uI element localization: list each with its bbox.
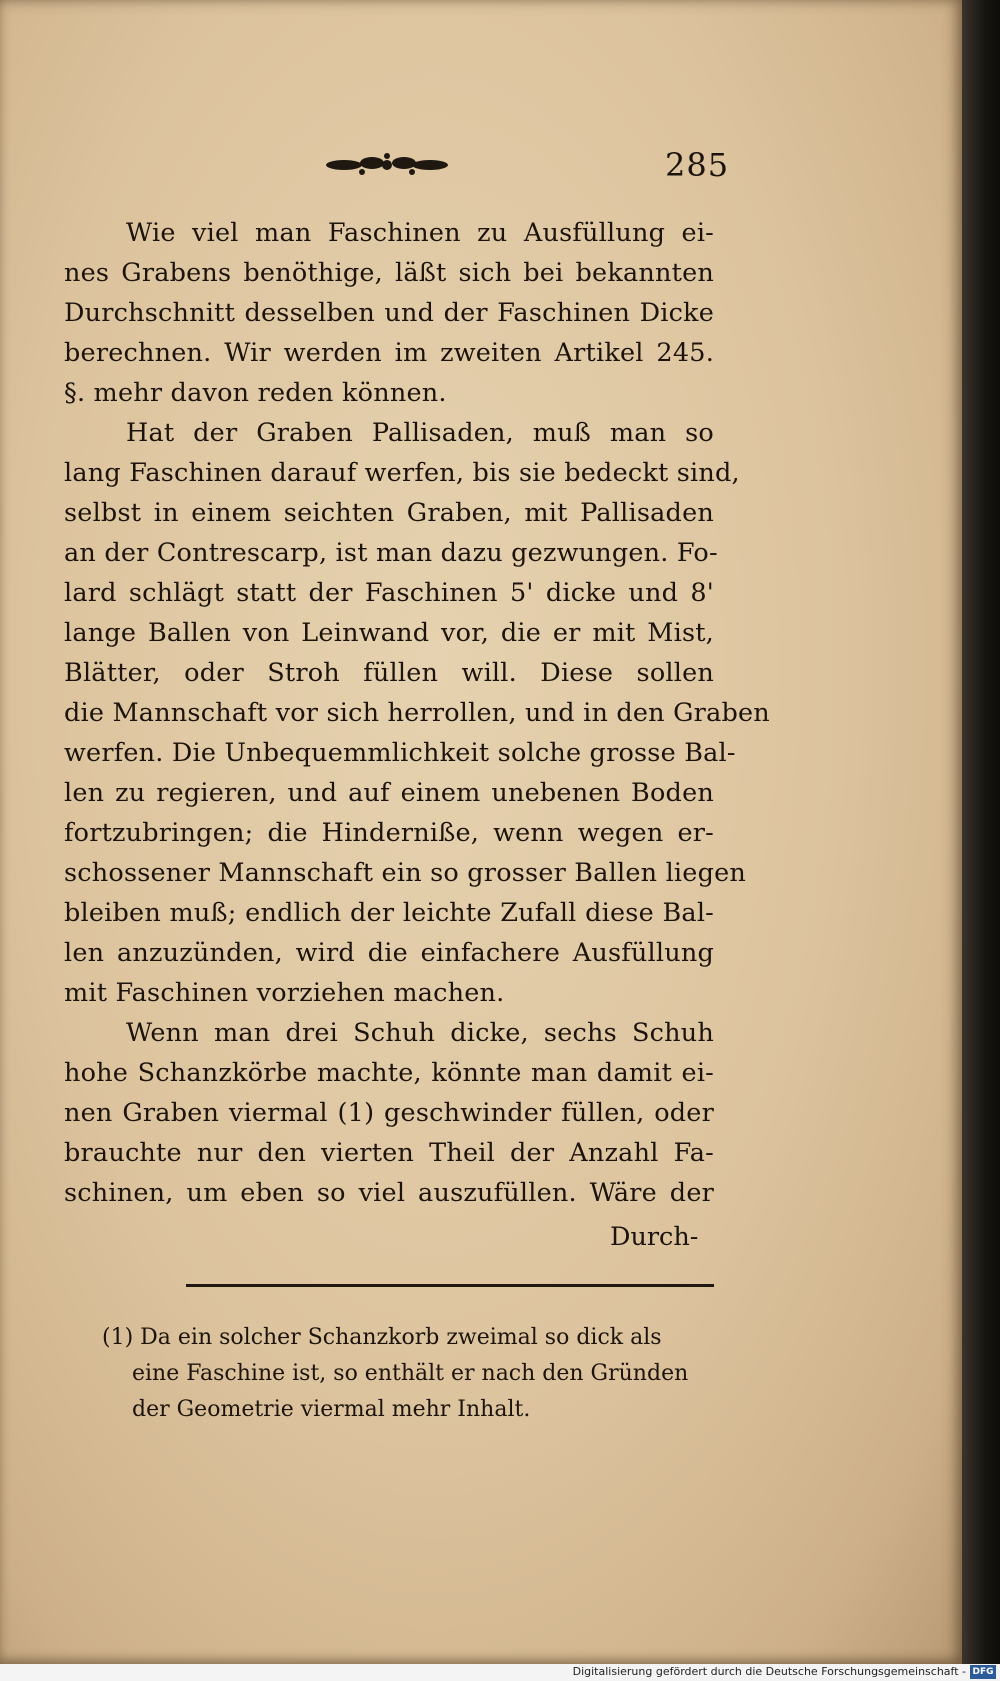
text-line: selbst in einem seichten Graben, mit Pallisaden <box>64 498 714 528</box>
main-text <box>64 213 770 1213</box>
text-line: bleiben muß; endlich der leichte Zufall diese Bal- <box>64 898 714 928</box>
footnote-divider <box>186 1284 714 1287</box>
text-line: schinen, um eben so viel auszufüllen. Wäre der <box>64 1178 714 1208</box>
text-line: lang Faschinen darauf werfen, bis sie bedeckt sind, <box>64 458 740 488</box>
book-spine <box>962 0 1000 1664</box>
text-line: lange Ballen von Leinwand vor, die er mit Mist, <box>64 618 714 648</box>
text-line: schossener Mannschaft ein so grosser Ballen liegen <box>64 858 747 888</box>
footnote-line: eine Faschine ist, so enthält er nach den Gründen <box>132 1361 689 1386</box>
text-line: fortzubringen; die Hinderniße, wenn wegen er- <box>64 818 714 848</box>
page-number: 285 <box>665 146 730 184</box>
text-line: len zu regieren, und auf einem unebenen Boden <box>64 778 714 808</box>
dfg-logo: DFG <box>970 1665 996 1679</box>
text-line: hohe Schanzkörbe machte, könnte man damit ei- <box>64 1058 714 1088</box>
text-line: §. mehr davon reden können. <box>64 378 447 408</box>
digitization-credit: Digitalisierung gefördert durch die Deutsche Forschungsgemeinschaft - <box>572 1665 966 1678</box>
floral-ornament-icon <box>322 152 452 178</box>
footnote-line: der Geometrie viermal mehr Inhalt. <box>132 1397 531 1422</box>
text-line: Wenn man drei Schuh dicke, sechs Schuh <box>126 1018 714 1048</box>
catchword: Durch- <box>610 1222 699 1252</box>
text-line: werfen. Die Unbequemmlichkeit solche grosse Bal- <box>64 738 736 768</box>
text-line: berechnen. Wir werden im zweiten Artikel 245. <box>64 338 714 368</box>
text-line: die Mannschaft vor sich herrollen, und in den Graben <box>64 698 770 728</box>
text-line: Durchschnitt desselben und der Faschinen Dicke <box>64 298 714 328</box>
footnote <box>102 1320 716 1428</box>
footnote-line: (1) Da ein solcher Schanzkorb zweimal so dick als <box>102 1325 662 1350</box>
text-line: Hat der Graben Pallisaden, muß man so <box>126 418 714 448</box>
text-line: an der Contrescarp, ist man dazu gezwungen. Fo- <box>64 538 718 568</box>
text-line: Blätter, oder Stroh füllen will. Diese sollen <box>64 658 714 688</box>
text-line: Wie viel man Faschinen zu Ausfüllung ei- <box>126 218 714 248</box>
text-line: nes Grabens benöthige, läßt sich bei bekannten <box>64 258 714 288</box>
text-line: len anzuzünden, wird die einfachere Ausfüllung <box>64 938 714 968</box>
text-line: brauchte nur den vierten Theil der Anzahl Fa- <box>64 1138 714 1168</box>
text-line: nen Graben viermal (1) geschwinder füllen, oder <box>64 1098 714 1128</box>
text-line: mit Faschinen vorziehen machen. <box>64 978 505 1008</box>
text-line: lard schlägt statt der Faschinen 5' dicke und 8' <box>64 578 714 608</box>
